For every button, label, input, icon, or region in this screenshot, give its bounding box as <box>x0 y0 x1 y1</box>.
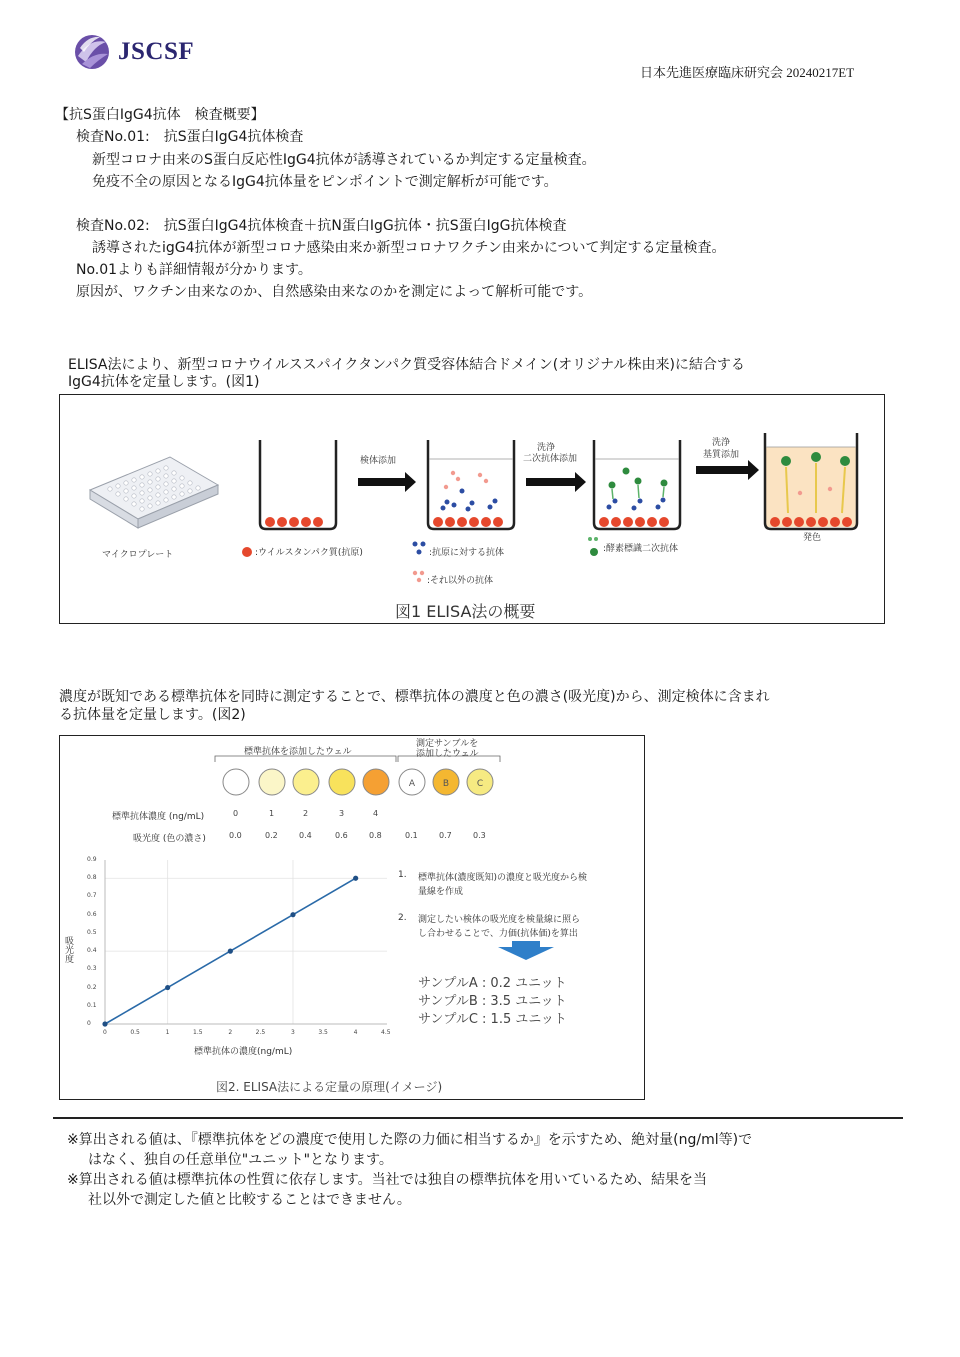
y-tick-label: 0.7 <box>87 892 97 900</box>
data-point <box>290 912 295 917</box>
sample-abs-value: 0.7 <box>439 831 452 840</box>
x-tick-label: 4.5 <box>381 1029 391 1036</box>
std-conc-value: 1 <box>269 809 275 818</box>
data-point <box>228 949 233 954</box>
arrow-right-icon <box>526 472 586 492</box>
standard-intro-line1: 濃度が既知である標準抗体を同時に測定することで、標準抗体の濃度と色の濃さ(吸光度)から、測定検体に含まれ <box>59 689 770 705</box>
x-tick-label: 0 <box>103 1029 107 1036</box>
logo <box>72 30 194 74</box>
test2-line2: No.01よりも詳細情報が分かります。 <box>76 262 312 278</box>
arrow-shaft <box>512 941 540 947</box>
note2-line1: 測定したい検体の吸光度を検量線に照ら <box>418 915 581 925</box>
elisa-intro-line1: ELISA法により、新型コロナウイルススパイクタンパク質受容体結合ドメイン(オリジナル株由来)に結合する <box>68 357 745 373</box>
legend-secondary-antibody: :酵素標識二次抗体 <box>603 544 679 554</box>
data-point <box>165 985 170 990</box>
std-wells-header: 標準抗体を添加したウェル <box>244 747 352 757</box>
figure1-diagram <box>60 395 883 622</box>
test2-line3: 原因が、ワクチン由来なのか、自然感染由来なのかを測定によって解析可能です。 <box>76 284 593 300</box>
result-sample-b: サンプルB : 3.5 ユニット <box>418 994 567 1009</box>
sample-well-letter: B <box>442 779 450 789</box>
y-tick-label: 0.8 <box>87 874 97 882</box>
x-tick-label: 0.5 <box>130 1029 140 1036</box>
sample-abs-value: 0.1 <box>405 831 418 840</box>
down-arrow-icon <box>498 941 554 960</box>
x-axis-label: 標準抗体の濃度(ng/mL) <box>194 1047 293 1057</box>
well-2 <box>428 440 514 529</box>
test1-line2: 免疫不全の原因となるIgG4抗体量をピンポイントで測定解析が可能です。 <box>92 174 558 190</box>
row-abs-label: 吸光度 (色の濃さ) <box>133 834 206 844</box>
standard-well <box>329 769 355 795</box>
test2-heading: 検査No.02: 抗S蛋白IgG4抗体検査＋抗N蛋白IgG抗体・抗S蛋白IgG抗体検査 <box>76 218 567 234</box>
result-sample-c: サンプルC : 1.5 ユニット <box>418 1012 567 1027</box>
x-tick-label: 2.5 <box>255 1029 266 1036</box>
result-sample-a: サンプルA : 0.2 ユニット <box>418 976 567 991</box>
row-conc-label: 標準抗体濃度 (ng/mL) <box>112 812 205 822</box>
x-tick-label: 2 <box>228 1029 233 1036</box>
standard-well <box>223 769 249 795</box>
color-development-label: 発色 <box>803 533 822 543</box>
y-tick-label: 0.2 <box>87 983 97 991</box>
other-antibody-icon <box>413 571 424 582</box>
note1-line1-text: ※算出される値は、『標準抗体をどの濃度で使用した際の力価に相当するか』を示すため、絶対量(ng/ml等)で <box>67 1132 753 1148</box>
standard-intro-line2: る抗体量を定量します。(図2) <box>59 707 246 723</box>
y-tick-label: 0.4 <box>87 947 97 955</box>
y-axis-label: 吸光度 <box>63 936 73 963</box>
std-conc-value: 3 <box>339 809 345 818</box>
sample-well-letter: A <box>408 779 416 789</box>
arrow-right-icon <box>358 472 416 492</box>
figure1-caption: 図1 ELISA法の概要 <box>395 602 536 621</box>
standard-well <box>293 769 319 795</box>
elisa-intro-line2: IgG4抗体を定量します。(図1) <box>68 374 260 390</box>
organization-stamp: 日本先進医療臨床研究会 20240217ET <box>640 65 855 80</box>
y-tick-label: 0 <box>87 1020 91 1027</box>
figure2-caption: 図2. ELISA法による定量の原理(イメージ) <box>216 1080 443 1094</box>
overview-title: 【抗S蛋白IgG4抗体 検査概要】 <box>55 107 265 123</box>
std-conc-value: 0 <box>233 809 239 818</box>
std-conc-value: 2 <box>303 809 309 818</box>
secondary-antibody-icon <box>588 537 598 556</box>
x-tick-label: 1 <box>165 1029 170 1036</box>
well-3 <box>594 440 680 529</box>
sample-well-letter: C <box>476 779 484 789</box>
legend-antigen: :ウイルスタンパク質(抗原) <box>255 548 363 558</box>
standard-well <box>259 769 285 795</box>
step-sample-add: 検体添加 <box>360 456 397 466</box>
legend-antibody: :抗原に対する抗体 <box>429 548 505 558</box>
sample-wells-header-1: 測定サンブルを <box>416 739 479 749</box>
step-substrate-add: 基質添加 <box>703 450 740 460</box>
y-tick-label: 0.6 <box>87 910 97 918</box>
figure1-box <box>59 394 885 624</box>
well-1 <box>260 440 336 529</box>
y-tick-label: 0.9 <box>87 856 97 863</box>
figure2-box <box>59 735 645 1100</box>
note2-line2: し合わせることで、力価(抗体価)を算出 <box>418 929 578 939</box>
microplate-label: マイクロプレート <box>102 550 174 560</box>
standard-well <box>363 769 389 795</box>
std-abs-value: 0.0 <box>229 831 242 840</box>
std-abs-value: 0.2 <box>265 831 278 840</box>
antigen-icon <box>242 547 252 557</box>
test2-line1: 誘導されたigG4抗体が新型コロナ感染由来か新型コロナワクチン由来かについて判定する定量検査。 <box>92 240 726 256</box>
logo-icon <box>72 32 112 72</box>
legend-other-antibody: :それ以外の抗体 <box>427 576 494 586</box>
note1-number: 1. <box>398 870 407 880</box>
y-tick-label: 0.3 <box>87 965 97 973</box>
x-tick-label: 3 <box>291 1029 295 1036</box>
x-tick-label: 1.5 <box>193 1029 203 1036</box>
note1-line1: 標準抗体(濃度既知)の濃度と吸光度から検 <box>418 873 588 883</box>
sample-wells-header-2: 添加したウェル <box>416 749 479 759</box>
std-abs-value: 0.6 <box>335 831 348 840</box>
microplate-illustration <box>90 457 218 528</box>
x-tick-label: 3.5 <box>318 1029 328 1036</box>
note1-line2-text: はなく、独自の任意単位"ユニット"となります。 <box>88 1152 393 1168</box>
test1-line1: 新型コロナ由来のS蛋白反応性IgG4抗体が誘導されているか判定する定量検査。 <box>92 152 596 168</box>
step-wash-2: 洗浄 <box>712 438 731 448</box>
y-tick-label: 0.1 <box>87 1001 97 1009</box>
step-wash-1: 洗浄 <box>537 443 556 453</box>
data-point <box>353 876 358 881</box>
well-4-colored <box>765 433 857 529</box>
test1-heading: 検査No.01: 抗S蛋白IgG4抗体検査 <box>76 129 304 145</box>
note2-number: 2. <box>398 913 407 923</box>
std-abs-value: 0.8 <box>369 831 382 840</box>
divider <box>53 1117 903 1119</box>
step-secondary-add: 二次抗体添加 <box>523 454 578 464</box>
logo-text: JSCSF <box>118 38 195 65</box>
note1-line2: 量線を作成 <box>418 887 464 897</box>
note2-line1-text: ※算出される値は標準抗体の性質に依存します。当社では独自の標準抗体を用いているため、結果を当 <box>67 1172 708 1188</box>
y-tick-label: 0.5 <box>87 928 97 936</box>
note2-line2-text: 社以外で測定した値と比較することはできません。 <box>88 1192 411 1208</box>
std-conc-value: 4 <box>373 809 379 818</box>
data-point <box>102 1021 107 1026</box>
antibody-icon <box>413 542 426 555</box>
sample-abs-value: 0.3 <box>473 831 486 840</box>
x-tick-label: 4 <box>353 1029 358 1036</box>
std-abs-value: 0.4 <box>299 831 312 840</box>
arrow-right-icon <box>696 460 759 480</box>
